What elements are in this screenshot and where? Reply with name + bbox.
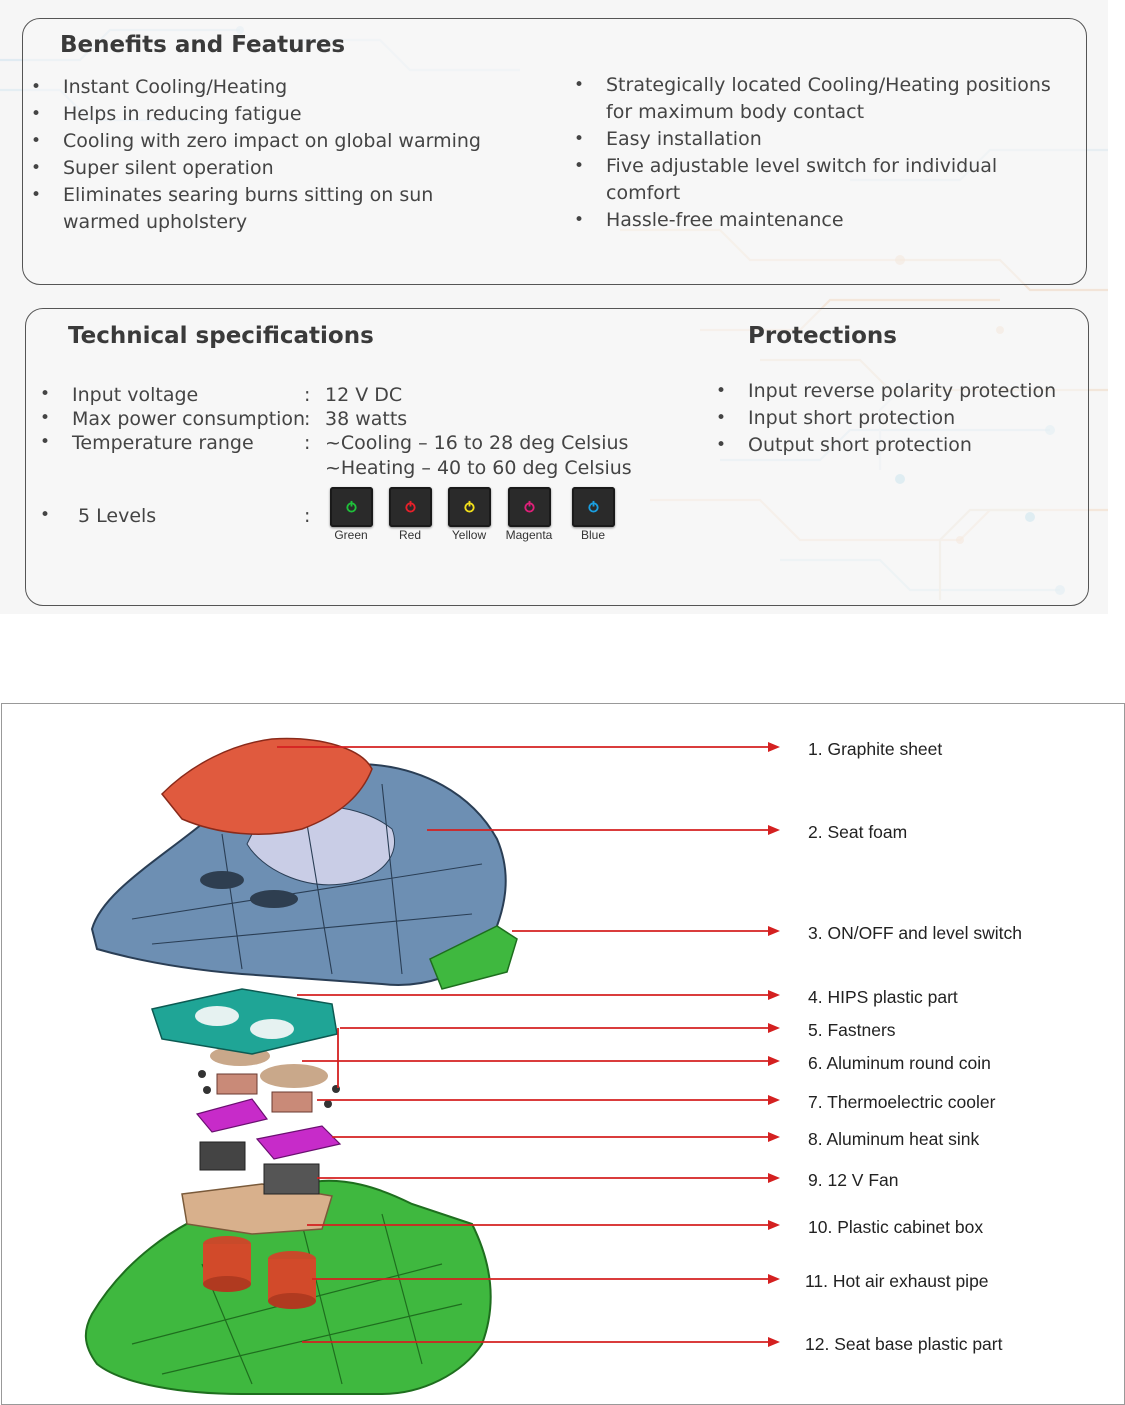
part-label: 12. Seat base plastic part xyxy=(805,1334,1003,1354)
list-item: • Cooling with zero impact on global warming xyxy=(23,128,513,155)
part-label: 1. Graphite sheet xyxy=(808,739,943,759)
exploded-view-diagram xyxy=(1,703,1125,1405)
arrow-head xyxy=(768,1337,780,1347)
bullet-icon: • xyxy=(40,408,51,428)
part-label: 3. ON/OFF and level switch xyxy=(808,923,1022,943)
power-icon xyxy=(404,500,417,513)
level-switch-red xyxy=(389,487,432,527)
arrow-head xyxy=(768,1132,780,1142)
bullet-icon: • xyxy=(40,432,51,452)
level-switch-blue xyxy=(572,487,615,527)
spec-colon: : xyxy=(304,408,311,430)
arrow-head xyxy=(768,825,780,835)
specs-title: Technical specifications xyxy=(68,323,374,349)
spec-label: 5 Levels xyxy=(78,505,157,527)
spec-label: Input voltage xyxy=(72,384,199,406)
part-label: 11. Hot air exhaust pipe xyxy=(805,1271,989,1291)
part-label: 10. Plastic cabinet box xyxy=(808,1217,984,1237)
arrow-head xyxy=(768,1274,780,1284)
benefits-list-right xyxy=(566,72,1076,234)
power-icon xyxy=(345,500,358,513)
part-label: 9. 12 V Fan xyxy=(808,1170,899,1190)
list-item: • Input short protection xyxy=(708,405,1088,432)
part-label: 4. HIPS plastic part xyxy=(808,987,958,1007)
spec-value-heating: ~Heating – 40 to 60 deg Celsius xyxy=(325,457,632,479)
protections-title: Protections xyxy=(748,323,897,349)
arrow-head xyxy=(768,742,780,752)
arrow-head xyxy=(768,1056,780,1066)
level-switch-label: Magenta xyxy=(505,528,553,542)
arrow-head xyxy=(768,1220,780,1230)
level-switch-magenta xyxy=(508,487,551,527)
level-switch-label: Blue xyxy=(580,528,606,542)
bullet-icon: • xyxy=(40,505,51,525)
spec-colon: : xyxy=(304,384,311,406)
spec-value: 38 watts xyxy=(325,408,408,430)
arrow-head xyxy=(768,1095,780,1105)
part-label: 6. Aluminum round coin xyxy=(808,1053,991,1073)
spec-label: Max power consumption xyxy=(72,408,306,430)
benefits-title: Benefits and Features xyxy=(60,32,346,58)
list-item: • Hassle-free maintenance xyxy=(566,207,1076,234)
list-item: • Strategically located Cooling/Heating positions for maximum body contact xyxy=(566,72,1076,126)
list-item: • Instant Cooling/Heating xyxy=(23,74,513,101)
part-label: 8. Aluminum heat sink xyxy=(808,1129,980,1149)
power-icon xyxy=(523,500,536,513)
spec-value-cooling: ~Cooling – 16 to 28 deg Celsius xyxy=(325,432,629,454)
part-label: 7. Thermoelectric cooler xyxy=(808,1092,996,1112)
spec-colon: : xyxy=(304,505,311,527)
part-label: 5. Fastners xyxy=(808,1020,896,1040)
list-item: • Five adjustable level switch for individual comfort xyxy=(566,153,1076,207)
arrow-head xyxy=(768,926,780,936)
spec-colon: : xyxy=(304,432,311,454)
power-icon xyxy=(463,500,476,513)
bullet-icon: • xyxy=(40,384,51,404)
level-switch-yellow xyxy=(448,487,491,527)
list-item: • Output short protection xyxy=(708,432,1088,459)
spec-value: 12 V DC xyxy=(325,384,403,406)
arrow-head xyxy=(768,1173,780,1183)
arrow-head xyxy=(768,990,780,1000)
level-switch-label: Yellow xyxy=(451,528,487,542)
level-switch-green xyxy=(330,487,373,527)
list-item: • Input reverse polarity protection xyxy=(708,378,1088,405)
list-item: • Helps in reducing fatigue xyxy=(23,101,513,128)
part-label: 2. Seat foam xyxy=(808,822,908,842)
protections-list xyxy=(708,378,1088,459)
list-item: • Eliminates searing burns sitting on sun warmed upholstery xyxy=(23,182,513,236)
spec-label: Temperature range xyxy=(72,432,254,454)
arrow-head xyxy=(768,1023,780,1033)
list-item: • Super silent operation xyxy=(23,155,513,182)
benefits-list-left xyxy=(23,74,513,236)
power-icon xyxy=(587,500,600,513)
list-item: • Easy installation xyxy=(566,126,1076,153)
level-switch-label: Red xyxy=(398,528,421,542)
level-switch-label: Green xyxy=(334,528,368,542)
